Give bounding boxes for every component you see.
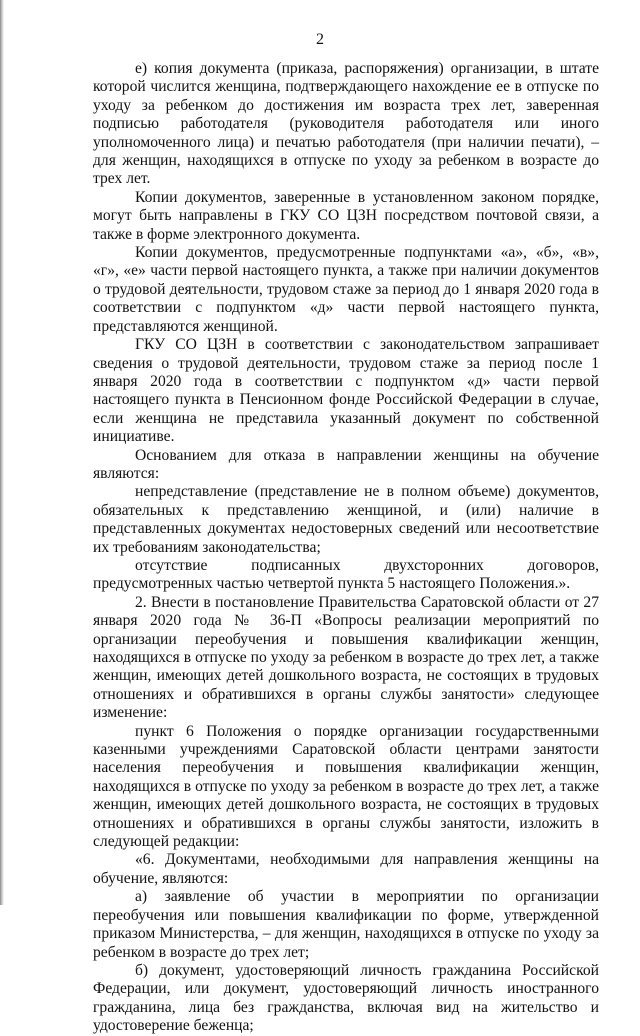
paragraph-subitem-a: а) заявление об участии в мероприятии по организации переобучения или повышения квалификации по форме, утвержденной приказом Министерства, – для женщин, находящихся в отпуске по уходу за ребенком в возрасте до трех лет; xyxy=(93,888,599,961)
paragraph-item-6-intro: пункт 6 Положения о порядке организации государственными казенными учреждениями Саратовской области центрами занятости населения переобучения и повышения квалификации женщин, находящихся в отпуске по уходу за ребенком в возрасте до трех лет, а также женщин, имеющих детей дошкольного возраста, не состоящих в трудовых отношениях и обратившихся в органы службы занятости, изложить в следующей редакции: xyxy=(93,722,599,851)
paragraph-refusal-documents: непредставление (представление не в полном объеме) документов, обязательных к представлению женщиной, и (или) наличие в представленных документах недостоверных сведений или несоответствие их требованиям законодательства; xyxy=(93,483,599,556)
paragraph-item-6-heading: «6. Документами, необходимыми для направления женщины на обучение, являются: xyxy=(93,851,599,887)
document-body xyxy=(93,60,599,1036)
paragraph-copies-submitted: Копии документов, предусмотренные подпунктами «а», «б», «в», «г», «е» части первой настоящего пункта, а также при наличии документов о трудовой деятельности, трудовом стаже за период до 1 января 2020 года в соответствии с подпунктом «д» части первой настоящего пункта, представляются женщиной. xyxy=(93,244,599,335)
paragraph-gku-request: ГКУ СО ЦЗН в соответствии с законодательством запрашивает сведения о трудовой деятельности, трудовом стаже за период после 1 января 2020 года в соответствии с подпунктом «д» части первой настоящего пункта в Пенсионном фонде Российской Федерации в случае, если женщина не представила указанный документ по собственной инициативе. xyxy=(93,336,599,446)
page-number: 2 xyxy=(316,31,324,48)
paragraph-subitem-b: б) документ, удостоверяющий личность гражданина Российской Федерации, или документ, удостоверяющий личность иностранного гражданина, лица без гражданства, включая вид на жительство и удостоверение беженца; xyxy=(93,961,599,1035)
paragraph-item-2: 2. Внести в постановление Правительства Саратовской области от 27 января 2020 года № 36-П «Вопросы реализации мероприятий по организации переобучения и повышения квалификации женщин, находящихся в отпуске по уходу за ребенком в возрасте до трех лет, а также женщин, имеющих детей дошкольного возраста, не состоящих в трудовых отношениях и обратившихся в органы службы занятости» следующее изменение: xyxy=(93,593,599,722)
paragraph-refusal-contracts: отсутствие подписанных двухсторонних договоров, предусмотренных частью четвертой пункта 5 настоящего Положения.». xyxy=(93,556,599,593)
paragraph-subitem-e: е) копия документа (приказа, распоряжения) организации, в штате которой числится женщина, подтверждающего нахождение ее в отпуске по уходу за ребенком до достижения им возраста трех лет, заверенная подписью работодателя (руководителя работодателя или иного уполномоченного лица) и печатью работодателя (при наличии печати), – для женщин, находящихся в отпуске по уходу за ребенком в возрасте до трех лет. xyxy=(93,60,599,188)
paragraph-copies-by-mail: Копии документов, заверенные в установленном законом порядке, могут быть направлены в ГКУ СО ЦЗН посредством почтовой связи, а также в форме электронного документа. xyxy=(93,188,599,243)
paragraph-refusal-grounds: Основанием для отказа в направлении женщины на обучение являются: xyxy=(93,446,599,482)
